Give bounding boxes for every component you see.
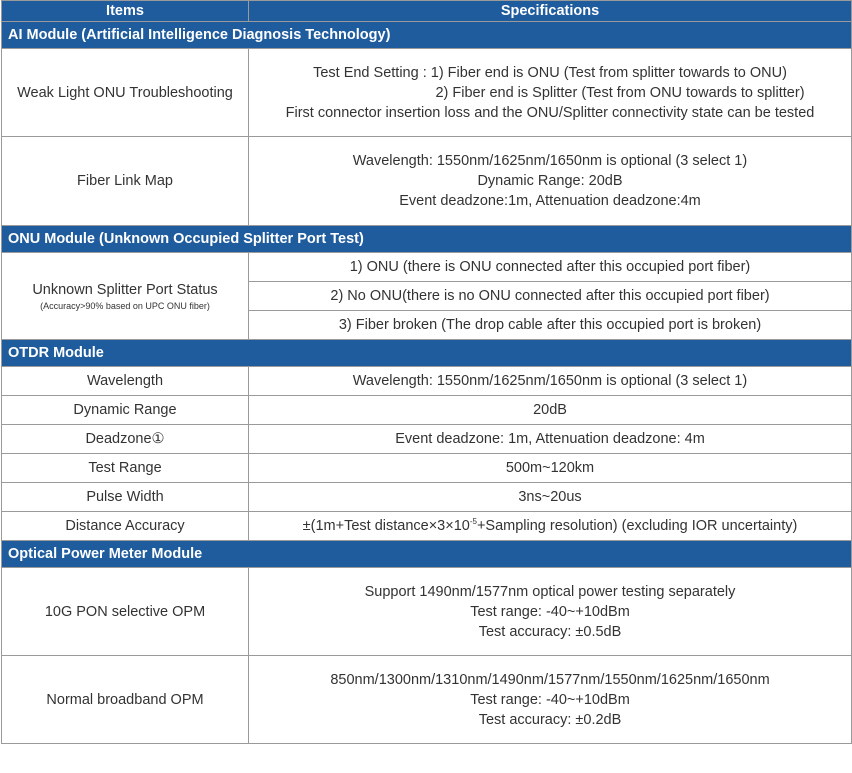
opm-row1-line2: Test range: -40~+10dBm <box>470 603 630 620</box>
header-specifications: Specifications <box>249 1 852 22</box>
accuracy-prefix: ±(1m+Test distance×3×10 <box>302 518 470 534</box>
ai-row2-spec <box>249 137 852 226</box>
onu-status-3: 3) Fiber broken (The drop cable after this occupied port is broken) <box>249 311 852 340</box>
ai-row2-line2: Dynamic Range: 20dB <box>477 173 623 189</box>
otdr-row-label: Dynamic Range <box>2 396 249 425</box>
otdr-row-value: 20dB <box>249 396 852 425</box>
ai-row2-line3: Event deadzone:1m, Attenuation deadzone:4m <box>399 193 701 209</box>
opm-row1-label: 10G PON selective OPM <box>2 568 249 656</box>
section-onu-title: ONU Module (Unknown Occupied Splitter Port Test) <box>2 226 852 253</box>
ai-row1-line2: 2) Fiber end is Splitter (Test from ONU towards to splitter) <box>435 84 805 101</box>
opm-row2-spec <box>249 656 852 744</box>
ai-row1-spec <box>249 49 852 137</box>
section-ai-title: AI Module (Artificial Intelligence Diagnosis Technology) <box>2 22 852 49</box>
ai-row2-line1: Wavelength: 1550nm/1625nm/1650nm is optional (3 select 1) <box>352 153 748 169</box>
otdr-row-label: Pulse Width <box>2 483 249 512</box>
onu-label-cell <box>2 253 249 340</box>
header-items: Items <box>2 1 249 22</box>
opm-row2-line2: Test range: -40~+10dBm <box>470 691 630 708</box>
otdr-row-label: Test Range <box>2 454 249 483</box>
onu-status-1: 1) ONU (there is ONU connected after this occupied port fiber) <box>249 253 852 282</box>
opm-row2-label: Normal broadband OPM <box>2 656 249 744</box>
spec-table <box>1 0 852 744</box>
otdr-accuracy-value <box>249 512 852 541</box>
onu-status-2: 2) No ONU(there is no ONU connected after this occupied port fiber) <box>249 282 852 311</box>
otdr-row-label: Wavelength <box>2 367 249 396</box>
opm-row2-line1: 850nm/1300nm/1310nm/1490nm/1577nm/1550nm/1625nm/1650nm <box>330 671 770 688</box>
opm-row1-line3: Test accuracy: ±0.5dB <box>478 623 622 640</box>
ai-row1-label: Weak Light ONU Troubleshooting <box>2 49 249 137</box>
accuracy-exponent: -5 <box>469 517 477 527</box>
opm-row2-line3: Test accuracy: ±0.2dB <box>478 711 622 728</box>
section-opm-title: Optical Power Meter Module <box>2 541 852 568</box>
otdr-row-value: 3ns~20us <box>249 483 852 512</box>
ai-row1-line3: First connector insertion loss and the ONU/Splitter connectivity state can be tested <box>285 104 815 121</box>
onu-label: Unknown Splitter Port Status <box>32 282 218 298</box>
ai-row2-label: Fiber Link Map <box>2 137 249 226</box>
ai-row1-line1: Test End Setting : 1) Fiber end is ONU (Test from splitter towards to ONU) <box>313 64 787 81</box>
otdr-row-value: Event deadzone: 1m, Attenuation deadzone: 4m <box>249 425 852 454</box>
otdr-row-value: 500m~120km <box>249 454 852 483</box>
accuracy-suffix: +Sampling resolution) (excluding IOR uncertainty) <box>476 518 798 534</box>
otdr-row-label: Deadzone① <box>2 425 249 454</box>
otdr-accuracy-label: Distance Accuracy <box>2 512 249 541</box>
opm-row1-line1: Support 1490nm/1577nm optical power testing separately <box>364 583 736 600</box>
section-otdr-title: OTDR Module <box>2 340 852 367</box>
otdr-row-value: Wavelength: 1550nm/1625nm/1650nm is optional (3 select 1) <box>249 367 852 396</box>
opm-row1-spec <box>249 568 852 656</box>
onu-accuracy-note: (Accuracy>90% based on UPC ONU fiber) <box>40 301 210 311</box>
